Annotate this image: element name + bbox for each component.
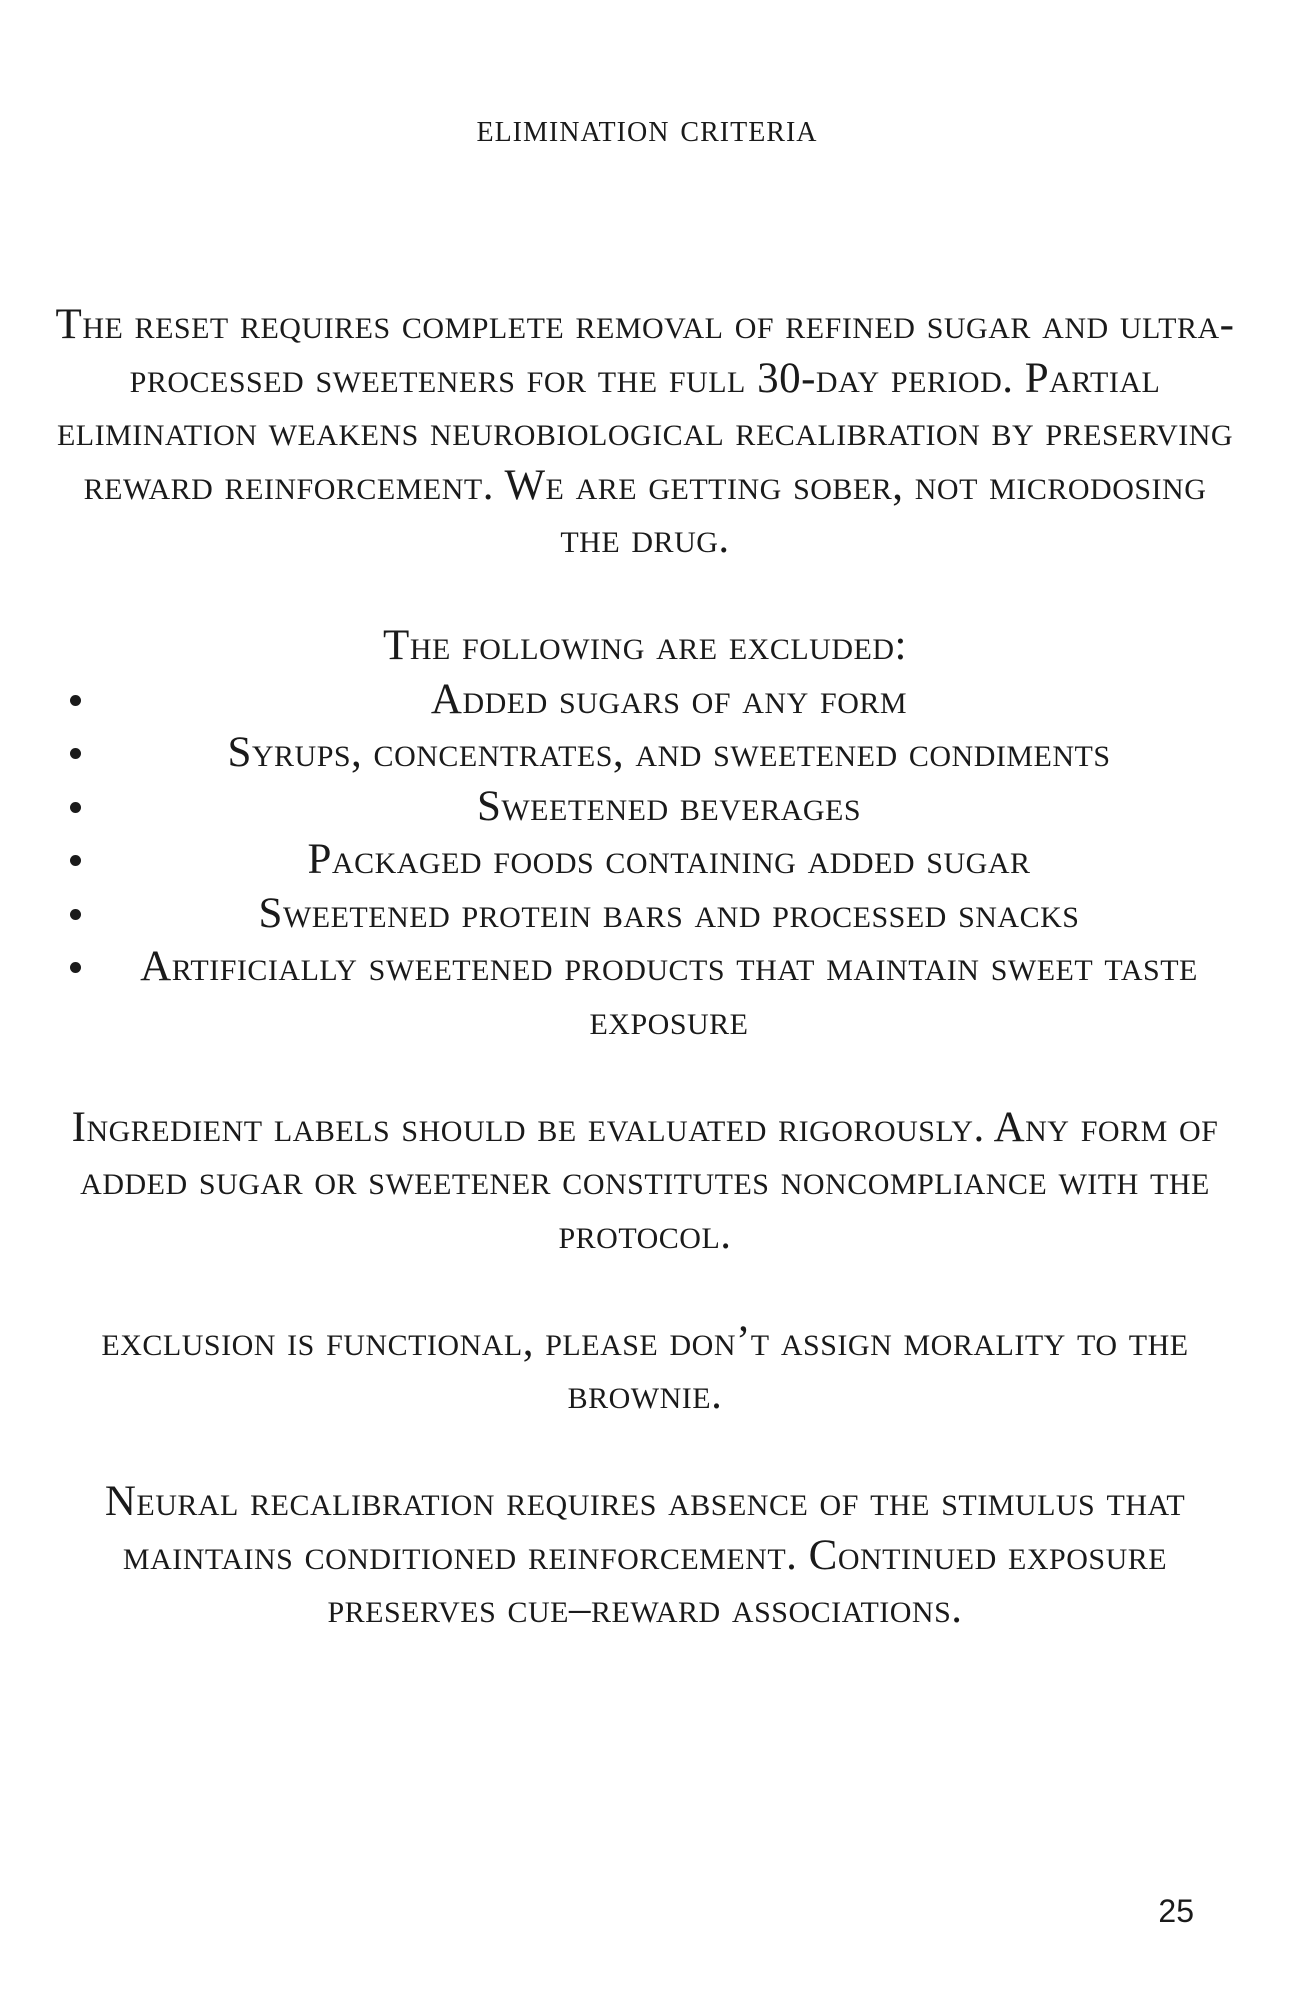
list-item bbox=[50, 726, 1240, 780]
bullet-icon bbox=[70, 695, 81, 706]
paragraph-spacer bbox=[50, 1047, 1240, 1101]
labels-paragraph: Ingredient labels should be evaluated rigorously. Any form of added sugar or sweetener constitutes noncompliance with the protocol. bbox=[71, 1103, 1219, 1258]
list-item bbox=[50, 780, 1240, 834]
excluded-intro: The following are excluded: bbox=[383, 622, 907, 669]
list-item bbox=[50, 833, 1240, 887]
morality-paragraph: exclusion is functional, please don’t assign morality to the brownie. bbox=[101, 1317, 1189, 1418]
page-content bbox=[50, 298, 1240, 1636]
list-item-text: Sweetened beverages bbox=[476, 782, 862, 830]
paragraph-spacer bbox=[50, 566, 1240, 620]
list-item-text: Packaged foods containing added sugar bbox=[307, 836, 1031, 883]
intro-paragraph: The reset requires complete removal of refined sugar and ultra-processed sweeteners for the full 30-day period. Partial elimination weakens neurobiological recalibration by preserving reward reinforcement. We are getting sober, not microdosing the drug. bbox=[55, 301, 1235, 562]
bullet-icon bbox=[70, 909, 81, 920]
bullet-icon bbox=[70, 802, 81, 813]
paragraph-spacer bbox=[50, 1422, 1240, 1476]
list-item-text: Added sugars of any form bbox=[430, 675, 908, 723]
list-item bbox=[50, 887, 1240, 941]
bullet-icon bbox=[70, 748, 81, 759]
neural-paragraph: Neural recalibration requires absence of the stimulus that maintains conditioned reinforcement. Continued exposure preserves cue–reward associations. bbox=[104, 1478, 1186, 1632]
page-number: 25 bbox=[1158, 1893, 1194, 1929]
list-item-text: Sweetened protein bars and processed snacks bbox=[258, 889, 1080, 937]
bullet-icon bbox=[70, 855, 81, 866]
list-item-text: Artificially sweetened products that maintain sweet taste exposure bbox=[140, 943, 1198, 1044]
paragraph-spacer bbox=[50, 1261, 1240, 1315]
list-item bbox=[50, 673, 1240, 727]
list-item-text: Syrups, concentrates, and sweetened condiments bbox=[227, 729, 1111, 776]
bullet-icon bbox=[70, 962, 81, 973]
section-heading: elimination criteria bbox=[476, 105, 818, 150]
list-item bbox=[50, 940, 1240, 1047]
excluded-list bbox=[50, 673, 1240, 1048]
